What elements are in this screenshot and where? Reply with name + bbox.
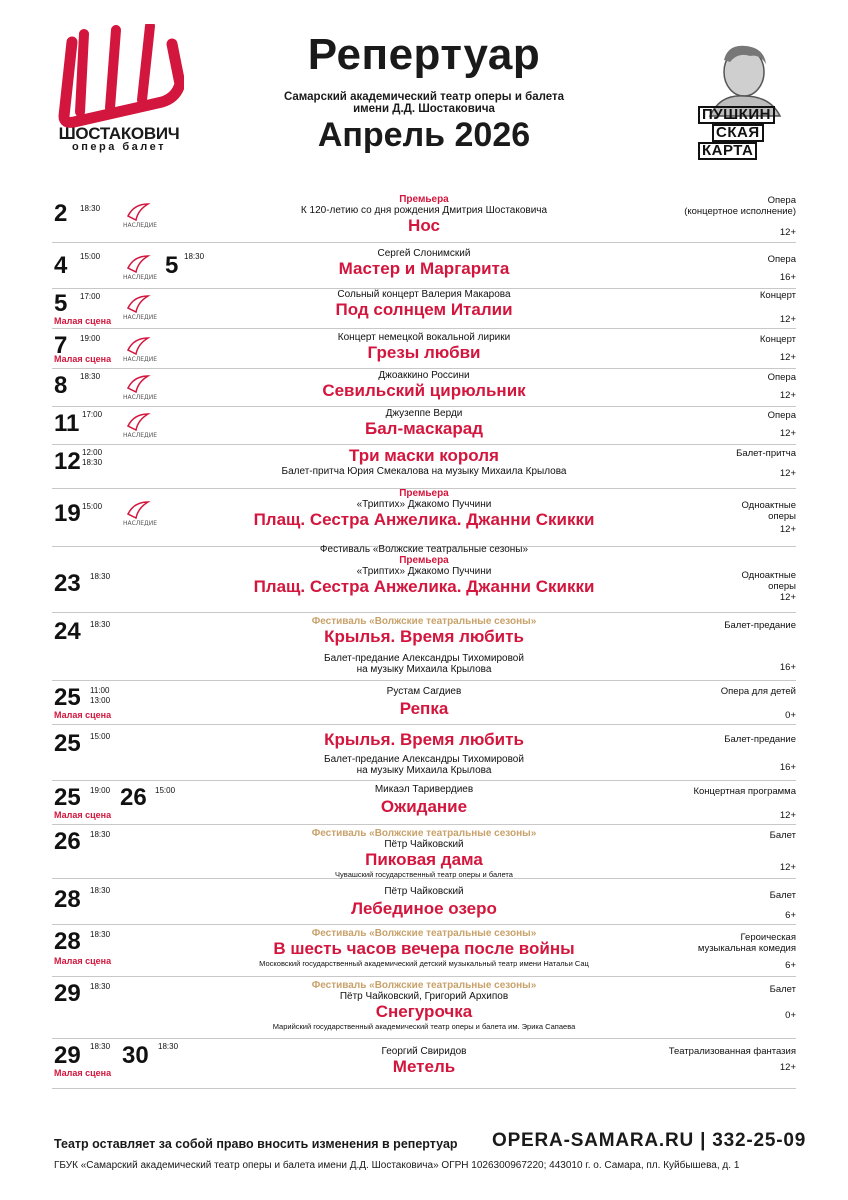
event-title: Под солнцем Италии [335,300,513,319]
event-author: Пётр Чайковский, Григорий Архипов [339,991,509,1002]
event-title: Нос [408,216,440,235]
event-time: 15:00 [90,732,111,741]
hall-label: Малая сцена [54,810,112,820]
festival-label: Фестиваль «Волжские театральные сезоны» [311,828,537,839]
event-row [52,244,796,289]
festival-label: Фестиваль «Волжские театральные сезоны» [311,616,537,627]
event-age: 0+ [785,1010,796,1021]
event-author: Сергей Слонимский [377,248,471,259]
event-time: 19:00 [90,786,111,795]
event-title: Севильский цирюльник [322,381,526,400]
event-genre: Опера [767,372,796,383]
event-title: Крылья. Время любить [324,627,524,646]
event-day-2: 5 [165,252,179,279]
event-row [52,878,796,925]
event-day: 4 [54,252,68,279]
nasledie-icon [120,410,160,442]
event-title: Мастер и Маргарита [338,259,510,278]
pushkin-card-text: ПУШКИН СКАЯ КАРТА [698,106,775,160]
event-day: 5 [54,290,68,317]
event-title: Плащ. Сестра Анжелика. Джанни Скикки [253,577,595,596]
event-time: 18:30 [90,886,111,895]
event-time-2: 18:30 [184,252,205,261]
event-author: «Триптих» Джакомо Пуччини [356,499,492,510]
festival-label: Фестиваль «Волжские театральные сезоны» [311,928,537,939]
svg-text:НАСЛЕДИЕ: НАСЛЕДИЕ [122,356,158,363]
page-title: Репертуар [307,30,541,79]
event-description: Балет-предание Александры Тихомировой на музыку Михаила Крылова [324,754,524,776]
hall-label: Малая сцена [54,1068,112,1078]
event-author: Концерт немецкой вокальной лирики [337,332,511,343]
event-title: Репка [399,699,449,718]
event-time: 17:00 [82,410,103,419]
event-time: 18:30 [90,830,111,839]
event-day: 24 [54,618,81,645]
event-row [52,406,796,445]
event-genre: Балет-предание [724,620,796,631]
site-and-phone[interactable]: OPERA-SAMARA.RU | 332-25-09 [492,1130,807,1151]
logo-name: ШОСТАКОВИЧ [58,124,180,143]
premiere-label: Премьера [399,488,449,499]
event-row [52,976,796,1039]
event-age: 12+ [779,524,796,535]
event-author: «Триптих» Джакомо Пуччини [356,566,492,577]
event-title: Бал-маскарад [365,419,483,438]
event-title: Крылья. Время любить [324,730,524,749]
event-day: 12 [54,448,81,475]
festival-name: Фестиваль «Волжские театральные сезоны» [319,544,529,555]
nasledie-icon [120,292,160,324]
event-row [52,368,796,407]
hall-label: Малая сцена [54,316,112,326]
event-genre: Концертная программа [693,786,796,797]
event-day: 25 [54,784,81,811]
event-genre: Концерт [759,290,796,301]
event-time: 18:30 [90,1042,111,1051]
event-genre: Балет [769,890,796,901]
event-time: 11:00 13:00 [90,686,111,705]
event-day-2: 30 [122,1042,149,1069]
event-author: Микаэл Таривердиев [374,784,474,795]
event-day: 8 [54,372,68,399]
event-row [52,780,796,825]
svg-text:НАСЛЕДИЕ: НАСЛЕДИЕ [122,274,158,281]
event-genre: Опера [767,254,796,265]
nasledie-icon [120,200,160,232]
event-day: 28 [54,928,81,955]
event-description: Балет-предание Александры Тихомировой на музыку Михаила Крылова [324,653,524,675]
footer-legal: ГБУК «Самарский академический театр оперы и балета имени Д.Д. Шостаковича» ОГРН 1026300967220; 443010 г. о. Самара, пл. Куйбышева, д. 1 [54,1160,740,1171]
event-time: 15:00 [80,252,101,261]
event-title: Грезы любви [367,343,481,362]
event-title: Плащ. Сестра Анжелика. Джанни Скикки [253,510,595,529]
event-age: 16+ [779,762,796,773]
event-time: 18:30 [90,572,111,581]
event-time: 18:30 [90,982,111,991]
event-day: 2 [54,200,68,227]
event-time: 18:30 [80,204,101,213]
event-time-2: 18:30 [158,1042,179,1051]
event-age: 6+ [785,960,796,971]
event-row [52,824,796,879]
event-title: Снегурочка [375,1002,473,1021]
event-day: 11 [54,410,80,437]
event-row [52,1038,796,1089]
hall-label: Малая сцена [54,354,112,364]
logo-subtitle: опера балет [72,141,166,153]
event-genre: Балет [769,984,796,995]
premiere-label: Премьера [399,555,449,566]
event-age: 12+ [779,592,796,603]
event-time: 18:30 [90,620,111,629]
event-genre: Одноактные оперы [741,570,796,592]
event-author: Сольный концерт Валерия Макарова [337,289,511,300]
event-title: Ожидание [380,797,468,816]
event-genre: Концерт [759,334,796,345]
event-time: 15:00 [82,502,103,511]
event-day: 29 [54,1042,81,1069]
event-age: 12+ [779,314,796,325]
event-age: 12+ [779,468,796,479]
event-row [52,724,796,781]
nasledie-icon [120,334,160,366]
event-title: В шесть часов вечера после войны [273,939,575,958]
event-title: Метель [392,1057,456,1076]
event-age: 0+ [785,710,796,721]
event-genre: Балет-предание [724,734,796,745]
event-title: Три маски короля [349,446,499,465]
event-day: 26 [54,828,81,855]
month-title: Апрель 2026 [317,116,531,154]
event-time: 17:00 [80,292,101,301]
svg-text:НАСЛЕДИЕ: НАСЛЕДИЕ [122,432,158,439]
event-day: 25 [54,684,81,711]
event-time: 12:00 18:30 [82,448,103,467]
event-day: 23 [54,570,81,597]
event-day: 29 [54,980,81,1007]
event-row [52,612,796,681]
event-author: Джоаккино Россини [378,370,470,381]
event-day: 28 [54,886,81,913]
svg-text:НАСЛЕДИЕ: НАСЛЕДИЕ [122,222,158,229]
event-day-2: 26 [120,784,147,811]
event-day: 25 [54,730,81,757]
guest-theatre: Московский государственный академический детский музыкальный театр имени Натальи Сац [259,959,589,968]
event-age: 12+ [779,352,796,363]
event-row [52,288,796,329]
event-genre: Балет [769,830,796,841]
event-time: 18:30 [80,372,101,381]
premiere-label: Премьера [399,194,449,205]
hall-label: Малая сцена [54,710,112,720]
nasledie-icon [120,498,160,530]
event-age: 12+ [779,390,796,401]
event-genre: Одноактные оперы [741,500,796,522]
event-title: Пиковая дама [365,850,483,869]
event-time-2: 15:00 [155,786,176,795]
event-age: 6+ [785,910,796,921]
guest-theatre: Чувашский государственный театр оперы и балета [335,870,513,879]
nasledie-icon [120,372,160,404]
event-time: 19:00 [80,334,101,343]
event-genre: Опера [767,410,796,421]
guest-theatre: Марийский государственный академический театр оперы и балета им. Эрика Сапаева [272,1022,576,1031]
event-author: Георгий Свиридов [381,1046,467,1057]
theatre-name: Самарский академический театр оперы и балета имени Д.Д. Шостаковича [283,91,565,115]
event-age: 12+ [779,862,796,873]
event-age: 16+ [779,662,796,673]
event-age: 12+ [779,1062,796,1073]
nasledie-icon [120,252,160,284]
event-time: 18:30 [90,930,111,939]
event-author: К 120-летию со дня рождения Дмитрия Шостаковича [300,205,548,216]
event-row [52,330,796,369]
festival-label: Фестиваль «Волжские театральные сезоны» [311,980,537,991]
event-age: 12+ [779,227,796,238]
event-row [52,488,796,547]
event-age: 16+ [779,272,796,283]
event-genre: Героическая музыкальная комедия [697,932,796,954]
event-age: 12+ [779,810,796,821]
hall-label: Малая сцена [54,956,112,966]
svg-text:НАСЛЕДИЕ: НАСЛЕДИЕ [122,314,158,321]
event-row [52,190,796,243]
event-genre: Опера (концертное исполнение) [684,195,796,217]
event-genre: Театрализованная фантазия [668,1046,796,1057]
svg-text:НАСЛЕДИЕ: НАСЛЕДИЕ [122,520,158,527]
event-author: Джузеппе Верди [385,408,463,419]
svg-text:НАСЛЕДИЕ: НАСЛЕДИЕ [122,394,158,401]
event-row [52,546,796,613]
event-genre: Опера для детей [720,686,796,697]
event-title: Лебединое озеро [351,899,497,918]
event-genre: Балет-притча [736,448,796,459]
event-author: Рустам Сагдиев [386,686,462,697]
event-day: 19 [54,500,81,527]
event-day: 7 [54,332,68,359]
event-row [52,680,796,725]
event-row [52,444,796,489]
event-author: Пётр Чайковский [384,886,464,897]
event-age: 12+ [779,428,796,439]
event-row [52,924,796,977]
event-author: Пётр Чайковский [384,839,464,850]
footer-note: Театр оставляет за собой право вносить изменения в репертуар [54,1137,458,1151]
event-description: Балет-притча Юрия Смекалова на музыку Михаила Крылова [281,466,567,477]
